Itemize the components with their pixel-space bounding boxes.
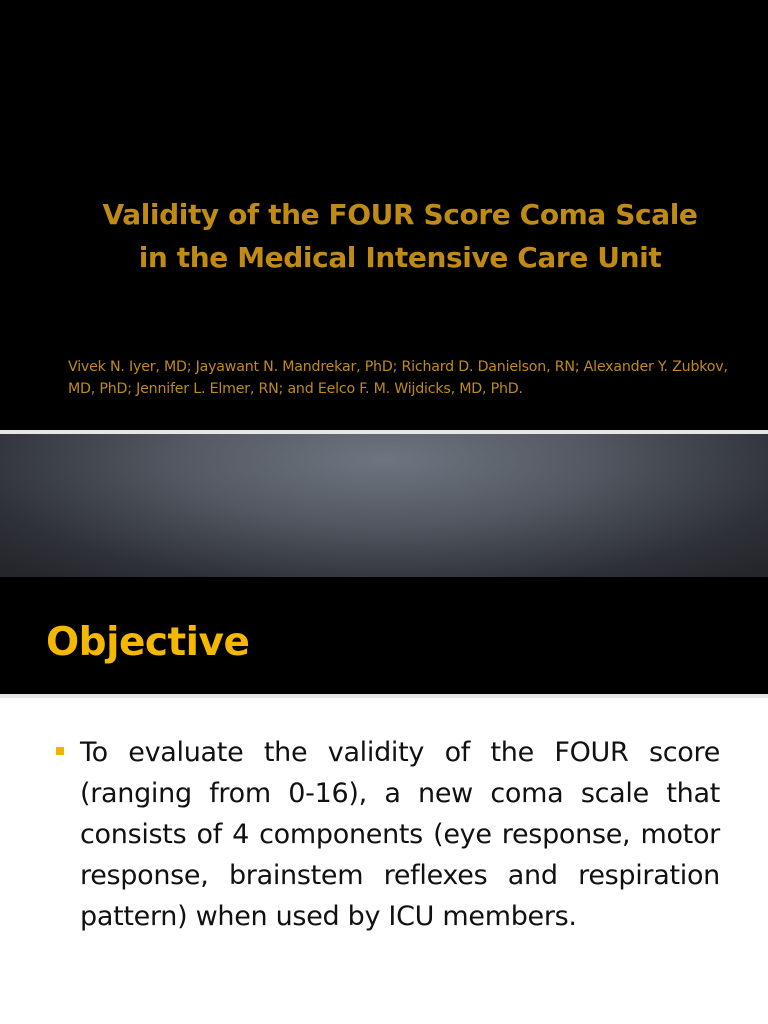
slide-1-title-line-1: Validity of the FOUR Score Coma Scale [102,198,698,231]
slide-1-gradient-band [0,434,768,577]
slide-1-title-area [0,0,768,430]
slide-1-title-line-2: in the Medical Intensive Care Unit [138,241,662,274]
bullet-item: To evaluate the validity of the FOUR score (ranging from 0-16), a new coma scale that consists of 4 components (eye response, motor response, brainstem reflexes and respiration pattern) when used by ICU members. [80,737,720,932]
bullet-square-icon [56,747,64,755]
slide-1-authors: Vivek N. Iyer, MD; Jayawant N. Mandrekar, PhD; Richard D. Danielson, RN; Alexander Y. Zubkov, MD, PhD; Jennifer L. Elmer, RN; and Eelco F. M. Wijdicks, MD, PhD. [68,359,728,397]
slide-1-title [40,193,760,279]
slide-2-title: Objective [46,620,250,665]
